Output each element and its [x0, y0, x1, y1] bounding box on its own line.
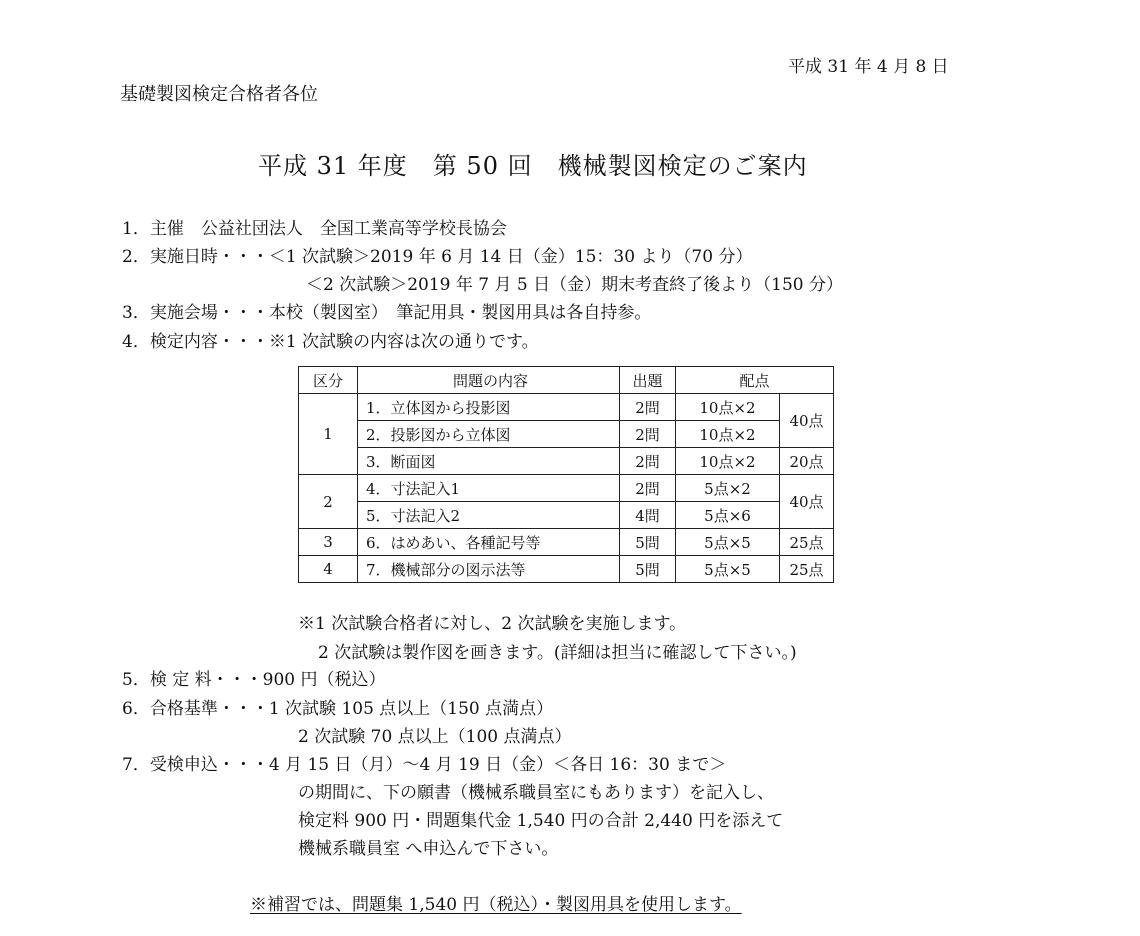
cell-point: 5点×6	[676, 502, 780, 529]
header-content: 問題の内容	[358, 367, 620, 394]
item-schedule-first: 2．実施日時・・・＜1 次試験＞2019 年 6 月 14 日（金）15：30 より（70 分）	[122, 247, 753, 267]
cell-point: 10点×2	[676, 394, 780, 421]
cell-content: 2．投影図から立体図	[358, 421, 620, 448]
table-header-row	[299, 367, 834, 394]
item-criteria-second: 2 次試験 70 点以上（100 点満点）	[298, 727, 572, 747]
item-application-detail-1: の期間に、下の願書（機械系職員室にもあります）を記入し、	[298, 783, 774, 803]
document-date: 平成 31 年 4 月 8 日	[788, 57, 949, 77]
cell-content: 6．はめあい、各種記号等	[358, 529, 620, 556]
item-criteria-first: 6．合格基準・・・1 次試験 105 点以上（150 点満点）	[122, 699, 554, 719]
cell-kubun: 2	[299, 475, 358, 529]
cell-total: 25点	[780, 529, 834, 556]
cell-shutsu: 5問	[620, 529, 676, 556]
table-row	[299, 502, 834, 529]
table-row	[299, 475, 834, 502]
cell-content: 1．立体図から投影図	[358, 394, 620, 421]
item-content: 4．検定内容・・・※1 次試験の内容は次の通りです。	[122, 332, 539, 352]
table-row	[299, 421, 834, 448]
item-application-detail-2: 検定料 900 円・問題集代金 1,540 円の合計 2,440 円を添えて	[298, 811, 784, 831]
cell-shutsu: 2問	[620, 394, 676, 421]
cell-point: 5点×5	[676, 529, 780, 556]
cell-shutsu: 2問	[620, 448, 676, 475]
cell-point: 10点×2	[676, 421, 780, 448]
cell-kubun: 3	[299, 529, 358, 556]
page-title: 平成 31 年度 第 50 回 機械製図検定のご案内	[258, 152, 808, 180]
item-application: 7．受検申込・・・4 月 15 日（月）～4 月 19 日（金）＜各日 16：30 まで＞	[122, 755, 727, 775]
cell-shutsu: 4問	[620, 502, 676, 529]
item-schedule-second: ＜2 次試験＞2019 年 7 月 5 日（金）期末考査終了後より（150 分）	[306, 275, 843, 295]
cell-point: 5点×5	[676, 556, 780, 583]
cell-content: 7．機械部分の図示法等	[358, 556, 620, 583]
addressee: 基礎製図検定合格者各位	[120, 84, 318, 105]
item-application-detail-3: 機械系職員室 へ申込んで下さい。	[298, 839, 559, 859]
table-row	[299, 529, 834, 556]
cell-shutsu: 2問	[620, 421, 676, 448]
header-kubun: 区分	[299, 367, 358, 394]
cell-kubun: 1	[299, 394, 358, 475]
cell-shutsu: 5問	[620, 556, 676, 583]
item-fee: 5．検 定 料・・・900 円（税込）	[122, 670, 386, 690]
item-organizer: 1．主催 公益社団法人 全国工業高等学校長協会	[122, 219, 507, 239]
cell-content: 5．寸法記入2	[358, 502, 620, 529]
header-point: 配点	[676, 367, 834, 394]
cell-kubun: 4	[299, 556, 358, 583]
cell-total: 25点	[780, 556, 834, 583]
header-shutsu: 出題	[620, 367, 676, 394]
table-row	[299, 394, 834, 421]
cell-point: 5点×2	[676, 475, 780, 502]
table-row	[299, 448, 834, 475]
cell-total: 40点	[780, 394, 834, 448]
cell-content: 3．断面図	[358, 448, 620, 475]
cell-shutsu: 2問	[620, 475, 676, 502]
note-first-pass: ※1 次試験合格者に対し、2 次試験を実施します。	[298, 614, 687, 634]
cell-content: 4．寸法記入1	[358, 475, 620, 502]
cell-total: 20点	[780, 448, 834, 475]
table-row	[299, 556, 834, 583]
exam-content-table	[298, 366, 834, 583]
cell-total: 40点	[780, 475, 834, 529]
note-second-exam: 2 次試験は製作図を画きます。(詳細は担当に確認して下さい。)	[318, 643, 797, 663]
cell-point: 10点×2	[676, 448, 780, 475]
footer-note: ※補習では、問題集 1,540 円（税込）・製図用具を使用します。	[250, 895, 742, 915]
item-venue: 3．実施会場・・・本校（製図室） 筆記用具・製図用具は各自持参。	[122, 303, 652, 323]
